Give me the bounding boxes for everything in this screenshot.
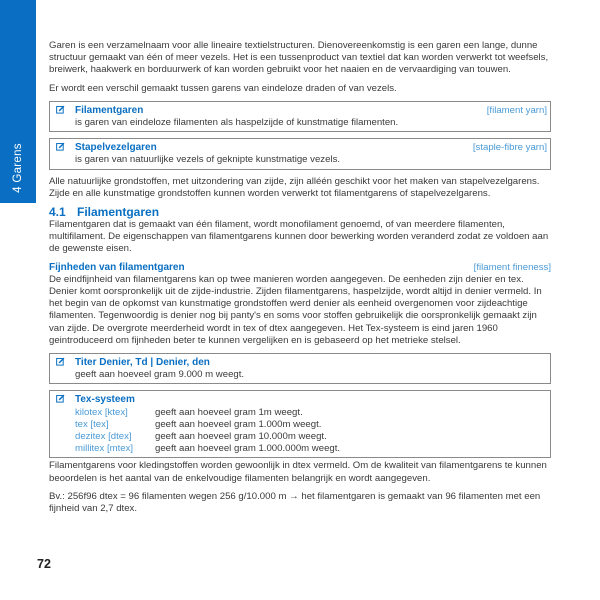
section-heading <box>49 206 551 219</box>
intro-paragraph: Garen is een verzamelnaam voor alle lineaire textielstructuren. Dienovereenkomstig is een garen een lange, dunne structuur gemaakt van één of meer vezels. Het is een tussenproduct van textiel dat kan worden verwerkt tot weefsels, breiwerk, haakwerk en borduurwerk of kan worden gebruikt voor het naaien en de vervaardiging van touwen. <box>49 40 549 76</box>
term-title: Tex-systeem <box>75 394 135 406</box>
edit-note-icon <box>56 105 65 114</box>
term-box-filamentgaren <box>49 101 551 132</box>
term-title: Filamentgaren <box>75 104 144 116</box>
edit-note-icon <box>56 142 65 151</box>
term-definition: is garen van natuurlijke vezels of geknipte kunstmatige vezels. <box>75 154 341 166</box>
after-terms-paragraph: Alle natuurlijke grondstoffen, met uitzondering van zijde, zijn alléén geschikt voor het maken van stapelvezelgarens. Zijde en alle kunstmatige grondstoffen kunnen worden verwerkt tot filamentgarens of stapelvezelgarens. <box>49 175 540 199</box>
unit-description: geeft aan hoeveel gram 1m weegt. <box>155 406 303 418</box>
unit-description: geeft aan hoeveel gram 10.000m weegt. <box>155 431 327 443</box>
subsection-heading <box>49 262 551 274</box>
subsection-title: Fijnheden van filamentgaren <box>49 261 185 273</box>
unit-name: tex [tex] <box>75 418 109 430</box>
term-title: Stapelvezelgaren <box>75 142 157 154</box>
unit-description: geeft aan hoeveel gram 1.000.000m weegt. <box>155 443 341 455</box>
closing-paragraph: Filamentgarens voor kledingstoffen worden gewoonlijk in dtex vermeld. Om de kwaliteit van filamentgarens te kunnen beoordelen is het aantal van de enkelvoudige filamenten belangrijk en wordt aangegeven. <box>49 460 547 484</box>
page-content <box>49 40 551 521</box>
chapter-label: 4 Garens <box>11 143 24 193</box>
term-english: [filament yarn] <box>486 104 547 116</box>
page-number: 72 <box>37 557 51 571</box>
tex-unit-row <box>75 407 547 419</box>
term-box-tex-systeem <box>49 390 551 458</box>
edit-note-icon <box>56 357 65 366</box>
term-definition: is garen van eindeloze filamenten als haspelzijde of kunstmatige filamenten. <box>75 117 399 129</box>
section-number: 4.1 <box>49 205 66 220</box>
term-english: [staple-fibre yarn] <box>472 142 547 154</box>
term-definition: geeft aan hoeveel gram 9.000 m weegt. <box>75 369 245 381</box>
tex-unit-list <box>56 407 547 456</box>
tex-unit-row <box>75 419 547 431</box>
unit-description: geeft aan hoeveel gram 1.000m weegt. <box>155 418 322 430</box>
term-box-stapelvezelgaren <box>49 138 551 169</box>
chapter-side-tab <box>0 0 36 203</box>
section-paragraph: Filamentgaren dat is gemaakt van één filament, wordt monofilament genoemd, of van meerdere filamenten, multifilament. De eigenschappen van filamentgarens kunnen door bewerking worden veranderd zodat ze voldoen aan de gewenste eisen. <box>49 219 549 255</box>
section-title: Filamentgaren <box>77 205 160 220</box>
tex-unit-row <box>75 443 547 455</box>
unit-name: kilotex [ktex] <box>75 406 128 418</box>
subsection-paragraph: De eindfijnheid van filamentgarens kan op twee manieren worden aangegeven. De eenheden zijn denier en tex. Denier komt oorspronkelijk uit de zijde-industrie. Zijden filamentgarens, haspelzijde, wordt altijd in denier vermeld. In het begin van de opkomst van kunstmatige grondstoffen werd denier als eenheid overgenomen voor zijdeachtige filamenten. Tegenwoordig is denier nog bij panty's en soms voor stoffen gebruikelijk die oorspronkelijk gemaakt zijn van zijde. De overgrote meerderheid wordt in tex of dtex aangegeven. Het Tex-systeem is eind jaren 1960 geintroduceerd om fijnheden beter te kunnen vergelijken en is gebaseerd op het metrieke stelsel. <box>49 273 542 346</box>
term-box-denier <box>49 353 551 384</box>
tex-unit-row <box>75 431 547 443</box>
edit-note-icon <box>56 394 65 403</box>
subsection-english: [filament fineness] <box>473 261 551 273</box>
unit-name: dezitex [dtex] <box>75 431 132 443</box>
example-paragraph: Bv.: 256f96 dtex = 96 filamenten wegen 256 g/10.000 m → het filamentgaren is gemaakt van 96 filamenten met een fijnheid van 2,7 dtex. <box>49 490 541 515</box>
unit-name: millitex [mtex] <box>75 443 134 455</box>
term-title: Titer Denier, Td | Denier, den <box>75 357 210 369</box>
intro-paragraph-2: Er wordt een verschil gemaakt tussen garens van eindeloze draden of van vezels. <box>49 82 397 94</box>
